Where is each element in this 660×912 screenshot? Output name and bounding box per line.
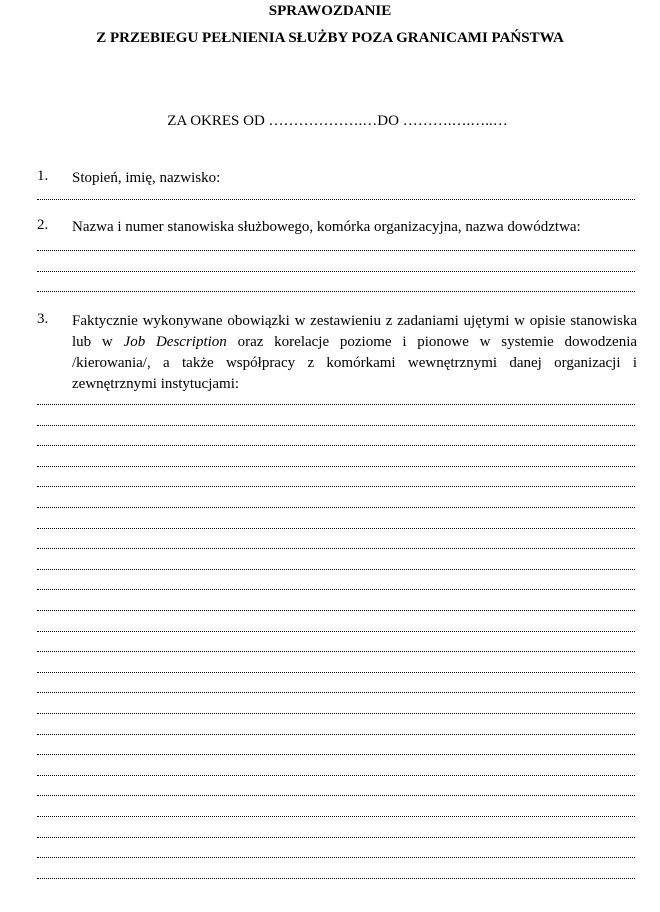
answer-line-item3 — [37, 610, 635, 611]
answer-line-item3 — [37, 569, 635, 570]
item-label-part1: Faktycznie wykonywane obowiązki w zestawieniu z zadaniami ujętymi w opisie stanowiska lub w — [72, 313, 637, 350]
answer-line-item3 — [37, 878, 635, 879]
answer-line-item3 — [37, 445, 635, 446]
answer-line-item3 — [37, 692, 635, 693]
item-number: 2. — [37, 217, 49, 233]
item-label-duties — [72, 311, 637, 395]
answer-line-item3 — [37, 631, 635, 632]
item-number: 1. — [37, 168, 49, 184]
answer-line-item3 — [37, 775, 635, 776]
answer-line-item3 — [37, 837, 635, 838]
report-title: SPRAWOZDANIE — [268, 3, 392, 19]
item-label-part2: oraz korelacje poziome i pionowe w systemie dowodzenia /kierowania/, a także współpracy z komórkami wewnętrznymi danej organizacji i zewnętrznymi instytucjami: — [72, 334, 638, 392]
item-label-italic: Job Description — [123, 334, 227, 350]
answer-line-item1 — [37, 199, 635, 200]
answer-line-item3 — [37, 816, 635, 817]
item-label-rank-name: Stopień, imię, nazwisko: — [72, 170, 221, 186]
answer-line-item3 — [37, 548, 635, 549]
reporting-period-line: ZA OKRES OD ……………….…DO ……….….…..… — [167, 113, 508, 129]
answer-line-item3 — [37, 425, 635, 426]
item-number: 3. — [37, 311, 49, 327]
answer-line-item3 — [37, 528, 635, 529]
answer-line-item3 — [37, 672, 635, 673]
answer-line-item3 — [37, 466, 635, 467]
answer-line-item2 — [37, 271, 635, 272]
answer-line-item3 — [37, 754, 635, 755]
answer-line-item3 — [37, 651, 635, 652]
answer-line-item2 — [37, 291, 635, 292]
answer-line-item3 — [37, 734, 635, 735]
answer-line-item3 — [37, 857, 635, 858]
report-subtitle: Z PRZEBIEGU PEŁNIENIA SŁUŻBY POZA GRANICAMI PAŃSTWA — [96, 30, 564, 46]
answer-line-item3 — [37, 404, 635, 405]
item-label-position: Nazwa i numer stanowiska służbowego, komórka organizacyjna, nazwa dowództwa: — [72, 219, 581, 235]
answer-line-item3 — [37, 589, 635, 590]
answer-line-item2 — [37, 250, 635, 251]
answer-line-item3 — [37, 486, 635, 487]
answer-line-item3 — [37, 507, 635, 508]
answer-line-item3 — [37, 713, 635, 714]
answer-line-item3 — [37, 795, 635, 796]
